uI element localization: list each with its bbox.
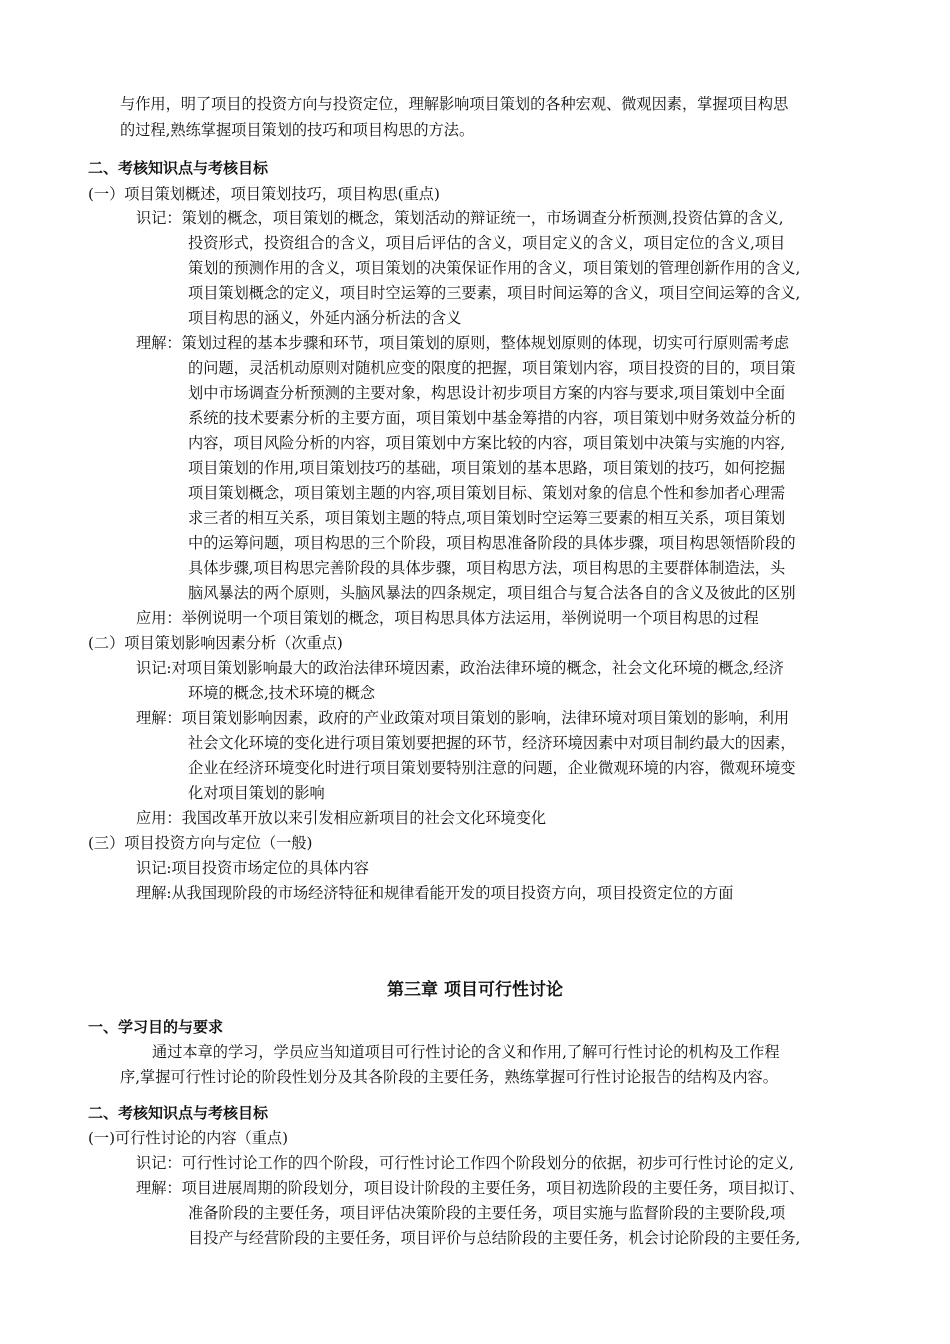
text-line: 策划的预测作用的含义，项目策划的决策保证作用的含义，项目策划的管理创新作用的含义,: [188, 259, 801, 277]
text-line: 理解：项目策划影响因素，政府的产业政策对项目策划的影响，法律环境对项目策划的影响，利用: [136, 709, 790, 727]
text-line: 项目策划概念，项目策划主题的内容,项目策划目标、策划对象的信息个性和参加者心理需: [188, 484, 786, 502]
text-line: 投资形式，投资组合的含义，项目后评估的含义，项目定义的含义，项目定位的含义,项目: [188, 234, 786, 252]
text-line: 识记：可行性讨论工作的四个阶段，可行性讨论工作四个阶段划分的依据，初步可行性讨论的定义,: [136, 1154, 794, 1172]
text-line: 项目策划概念的定义，项目时空运筹的三要素，项目时间运筹的含义，项目空间运筹的含义,: [188, 284, 801, 302]
text-line: 识记:项目投资市场定位的具体内容: [136, 859, 369, 877]
text-line: 环境的概念,技术环境的概念: [188, 684, 376, 702]
text-line: 求三者的相互关系，项目策划主题的特点,项目策划时空运筹三要素的相互关系，项目策划: [188, 509, 786, 527]
section-heading: 二、考核知识点与考核目标: [88, 159, 269, 177]
text-line: 识记:对项目策划影响最大的政治法律环境因素，政治法律环境的概念，社会文化环境的概念,经济: [136, 659, 784, 677]
text-line: 项目策划的作用,项目策划技巧的基础，项目策划的基本思路，项目策划的技巧，如何挖掘: [188, 459, 786, 477]
section-heading: 二、考核知识点与考核目标: [88, 1104, 269, 1122]
text-line: 具体步骤,项目构思完善阶段的具体步骤，项目构思方法，项目构思的主要群体制造法，头: [188, 559, 786, 577]
chapter-title: 第三章 项目可行性讨论: [387, 980, 563, 1000]
text-line: 中的运筹问题，项目构思的三个阶段，项目构思准备阶段的具体步骤，项目构思领悟阶段的: [188, 534, 796, 552]
text-line: (一)可行性讨论的内容（重点): [88, 1129, 289, 1147]
text-line: (三）项目投资方向与定位（一般): [88, 834, 313, 852]
text-line: 系统的技术要素分析的主要方面，项目策划中基金筹措的内容，项目策划中财务效益分析的: [188, 409, 796, 427]
text-line: 社会文化环境的变化进行项目策划要把握的环节，经济环境因素中对项目制约最大的因素，: [188, 734, 796, 752]
text-line: 脑风暴法的两个原则，头脑风暴法的四条规定，项目组合与复合法各自的含义及彼此的区别: [188, 584, 796, 602]
text-line: 准备阶段的主要任务，项目评估决策阶段的主要任务，项目实施与监督阶段的主要阶段,项: [188, 1204, 786, 1222]
text-line: 与作用，明了项目的投资方向与投资定位，理解影响项目策划的各种宏观、微观因素，掌握项目构思: [120, 95, 789, 113]
text-line: 序,掌握可行性讨论的阶段性划分及其各阶段的主要任务，熟练掌握可行性讨论报告的结构及内容。: [120, 1068, 778, 1086]
text-line: 理解：项目进展周期的阶段划分，项目设计阶段的主要任务，项目初选阶段的主要任务，项目拟订、: [136, 1179, 805, 1197]
section-heading: 一、学习目的与要求: [88, 1018, 224, 1036]
text-line: 化对项目策划的影响: [188, 784, 325, 802]
text-line: (二）项目策划影响因素分析（次重点): [88, 634, 343, 652]
text-line: 通过本章的学习，学员应当知道项目可行性讨论的含义和作用,了解可行性讨论的机构及工作程: [152, 1043, 780, 1061]
text-line: (一）项目策划概述，项目策划技巧，项目构思(重点): [88, 185, 440, 203]
text-line: 识记：策划的概念，项目策划的概念，策划活动的辩证统一，市场调查分析预测,投资估算的含义,: [136, 209, 784, 227]
text-line: 划中市场调查分析预测的主要对象，构思设计初步项目方案的内容与要求,项目策划中全面: [188, 384, 786, 402]
text-line: 应用：我国改革开放以来引发相应新项目的社会文化环境变化: [136, 809, 547, 827]
text-line: 企业在经济环境变化时进行项目策划要特别注意的问题，企业微观环境的内容，微观环境变: [188, 759, 796, 777]
text-line: 项目构思的涵义，外延内涵分析法的含义: [188, 309, 462, 327]
text-line: 内容，项目风险分析的内容，项目策划中方案比较的内容，项目策划中决策与实施的内容,: [188, 434, 786, 452]
text-line: 应用：举例说明一个项目策划的概念，项目构思具体方法运用，举例说明一个项目构思的过程: [136, 609, 759, 627]
text-line: 的问题，灵活机动原则对随机应变的限度的把握，项目策划内容，项目投资的目的，项目策: [188, 359, 796, 377]
text-line: 理解:从我国现阶段的市场经济特征和规律看能开发的项目投资方向，项目投资定位的方面: [136, 884, 734, 902]
text-line: 理解：策划过程的基本步骤和环节，项目策划的原则，整体规划原则的体现，切实可行原则需考虑: [136, 334, 790, 352]
text-line: 目投产与经营阶段的主要任务，项目评价与总结阶段的主要任务，机会讨论阶段的主要任务,: [188, 1229, 801, 1247]
text-line: 的过程,熟练掌握项目策划的技巧和项目构思的方法。: [120, 121, 475, 139]
